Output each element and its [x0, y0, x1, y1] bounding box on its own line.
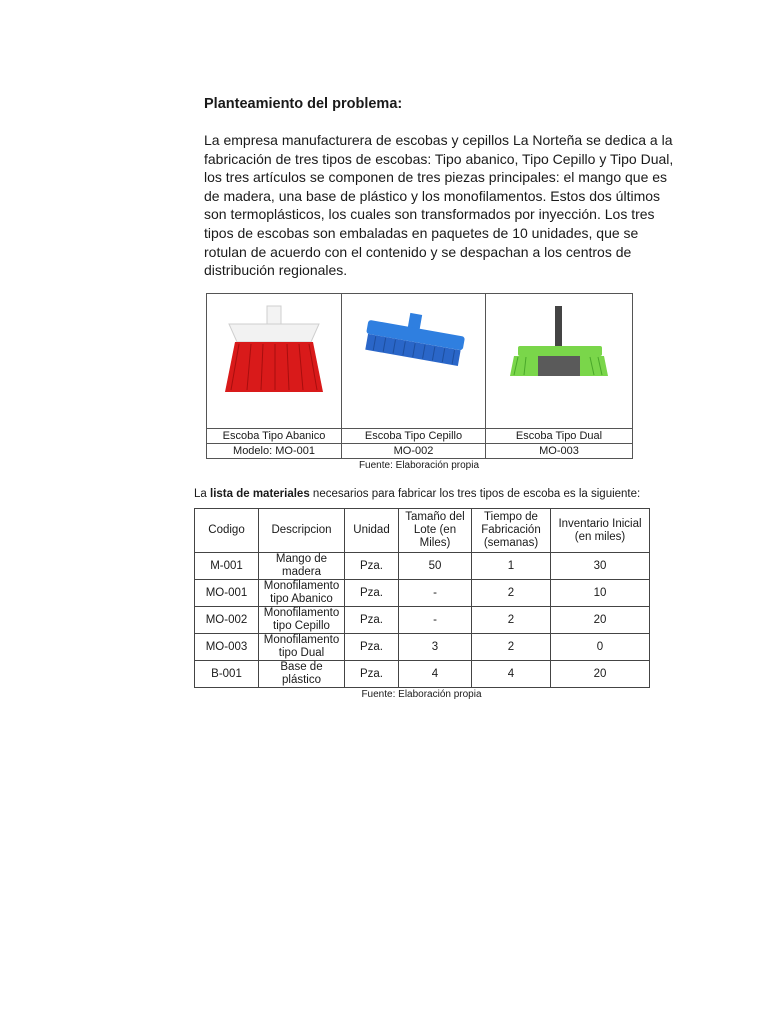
table-cell: 2 — [472, 607, 551, 634]
table-cell: - — [399, 580, 472, 607]
broom-model-row — [207, 444, 633, 459]
table-cell: 2 — [472, 580, 551, 607]
table-cell: - — [399, 607, 472, 634]
table-cell: Pza. — [345, 607, 399, 634]
table-cell: 20 — [551, 661, 650, 688]
image-caption: Fuente: Elaboración propia — [358, 460, 480, 471]
broom-model: MO-002 — [342, 444, 486, 459]
table-cell: 50 — [399, 553, 472, 580]
column-header: Tiempo de Fabricación (semanas) — [472, 509, 551, 553]
table-row — [195, 607, 650, 634]
table-row — [195, 661, 650, 688]
table-cell: Pza. — [345, 553, 399, 580]
broom-image-cell-1 — [207, 294, 342, 429]
table-cell: MO-002 — [195, 607, 259, 634]
table-cell: Pza. — [345, 580, 399, 607]
table-cell: 2 — [472, 634, 551, 661]
brush-broom-icon — [359, 294, 469, 394]
broom-model: Modelo: MO-001 — [207, 444, 342, 459]
table-row — [195, 580, 650, 607]
materials-intro — [194, 488, 654, 500]
broom-image-cell-3 — [486, 294, 633, 429]
table-cell: 30 — [551, 553, 650, 580]
column-header: Unidad — [345, 509, 399, 553]
table-cell: 20 — [551, 607, 650, 634]
table-cell: MO-003 — [195, 634, 259, 661]
materials-table — [194, 508, 650, 688]
broom-image-table — [206, 293, 633, 459]
table-cell: Base de plástico — [259, 661, 345, 688]
table-cell: 10 — [551, 580, 650, 607]
broom-name: Escoba Tipo Abanico — [207, 429, 342, 444]
table-cell: MO-001 — [195, 580, 259, 607]
intro-paragraph: La empresa manufacturera de escobas y cepillos La Norteña se dedica a la fabricación de tres tipos de escobas: Tipo abanico, Tipo Cepillo y Tipo Dual, los tres artículos se componen de tres piezas principales: el mango que es de madera, una base de plástico y los monofilamentos. Estos dos últimos son termoplásticos, los cuales son transformados por inyección. Los tres tipos de escobas son embaladas en paquetes de 10 unidades, que se rotulan de acuerdo con el contenido y se despachan a los centros de distribución regionales. — [204, 132, 674, 279]
table-row — [195, 553, 650, 580]
dual-broom-icon — [504, 294, 614, 394]
table-row — [195, 634, 650, 661]
table-cell: Monofilamento tipo Cepillo — [259, 607, 345, 634]
table-cell: Mango de madera — [259, 553, 345, 580]
table-cell: 1 — [472, 553, 551, 580]
table-cell: Pza. — [345, 661, 399, 688]
column-header: Tamaño del Lote (en Miles) — [399, 509, 472, 553]
broom-name: Escoba Tipo Dual — [486, 429, 633, 444]
broom-image-cell-2 — [342, 294, 486, 429]
materials-intro-bold: lista de materiales — [210, 488, 310, 500]
table-cell: Monofilamento tipo Abanico — [259, 580, 345, 607]
table-caption: Fuente: Elaboración propia — [361, 689, 482, 700]
broom-name-row — [207, 429, 633, 444]
table-cell: B-001 — [195, 661, 259, 688]
table-cell: M-001 — [195, 553, 259, 580]
column-header: Inventario Inicial (en miles) — [551, 509, 650, 553]
table-cell: Pza. — [345, 634, 399, 661]
materials-header-row — [195, 509, 650, 553]
materials-intro-post: necesarios para fabricar los tres tipos de escoba es la siguiente: — [309, 488, 641, 500]
table-cell: 0 — [551, 634, 650, 661]
broom-name: Escoba Tipo Cepillo — [342, 429, 486, 444]
broom-model: MO-003 — [486, 444, 633, 459]
table-cell: 4 — [472, 661, 551, 688]
table-cell: Monofilamento tipo Dual — [259, 634, 345, 661]
column-header: Descripcion — [259, 509, 345, 553]
table-cell: 4 — [399, 661, 472, 688]
table-cell: 3 — [399, 634, 472, 661]
section-title: Planteamiento del problema: — [204, 96, 403, 112]
materials-intro-pre: La — [194, 488, 210, 500]
fan-broom-icon — [219, 294, 329, 394]
column-header: Codigo — [195, 509, 259, 553]
broom-image-row — [207, 294, 633, 429]
